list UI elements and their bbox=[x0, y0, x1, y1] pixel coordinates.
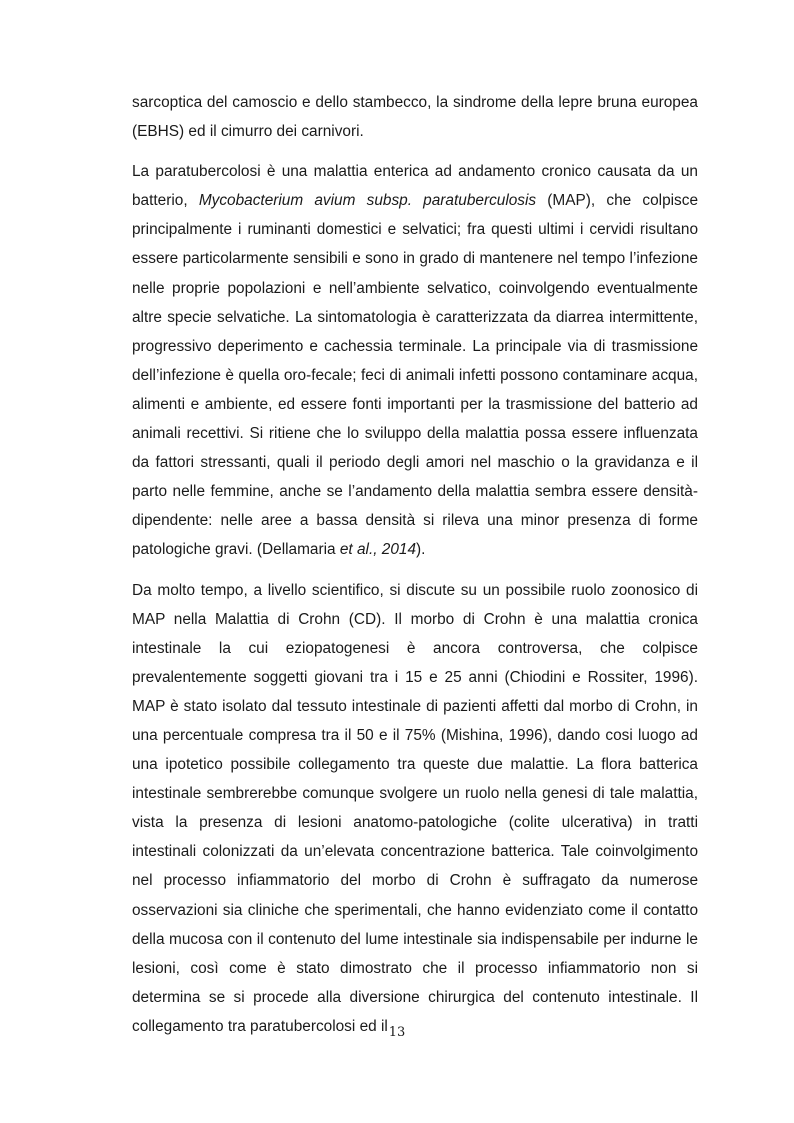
paragraph-3 bbox=[132, 576, 698, 1042]
page-number: 13 bbox=[388, 1025, 406, 1040]
paragraph-1 bbox=[132, 88, 698, 146]
text-run: ). bbox=[416, 541, 426, 559]
text-run: Da molto tempo, a livello scientifico, si discute su un possibile ruolo zoonosico di MAP nella Malattia di Crohn (CD). Il morbo di Crohn è una malattia cronica intestinale la cui eziopatogenesi è ancora controversa, che colpisce prevalentemente soggetti giovani tra i 15 e 25 anni (Chiodini e Rossiter, 1996). MAP è stato isolato dal tessuto intestinale di pazienti affetti dal morbo di Crohn, in una percentuale compresa tra il 50 e il 75% (Mishina, 1996), dando cosi luogo ad una ipotetico possibile collegamento tra queste due malattie. La flora batterica intestinale sembrerebbe comunque svolgere un ruolo nella genesi di tale malattia, vista la presenza di lesioni anatomo-patologiche (colite ulcerativa) in tratti intestinali colonizzati da un’elevata concentrazione batterica. Tale coinvolgimento nel processo infiammatorio del morbo di Crohn è suffragato da numerose osservazioni sia cliniche che sperimentali, che hanno evidenziato come il contatto della mucosa con il contenuto del lume intestinale sia indispensabile per indurne le lesioni, così come è stato dimostrato che il processo infiammatorio non si determina se si procede alla diversione chirurgica del contenuto intestinale. Il collegamento tra paratubercolosi ed il bbox=[132, 581, 698, 1035]
text-run: La paratubercolosi è una malattia enterica ad andamento cronico causata da un batterio, bbox=[132, 163, 698, 210]
text-run: (MAP), che colpisce principalmente i ruminanti domestici e selvatici; fra questi ultimi i cervidi risultano essere particolarmente sensibili e sono in grado di mantenere nel tempo l’infezione nelle proprie popolazioni e nell’ambiente selvatico, coinvolgendo eventualmente altre specie selvatiche. La sintomatologia è caratterizzata da diarrea intermittente, progressivo deperimento e cachessia terminale. La principale via di trasmissione dell’infezione è quella oro-fecale; feci di animali infetti possono contaminare acqua, alimenti e ambiente, ed essere fonti importanti per la trasmissione del batterio ad animali recettivi. Si ritiene che lo sviluppo della malattia possa essere influenzata da fattori stressanti, quali il periodo degli amori nel maschio o la gravidanza e il parto nelle femmine, anche se l’andamento della malattia sembra essere densità-dipendente: nelle aree a bassa densità si rileva una minor presenza di forme patologiche gravi. (Dellamaria bbox=[132, 192, 699, 559]
citation-etal: et al., 2014 bbox=[339, 541, 417, 559]
species-name: Mycobacterium avium subsp. paratuberculosis bbox=[198, 192, 537, 210]
document-body bbox=[132, 88, 698, 1052]
paragraph-2 bbox=[132, 157, 698, 564]
text-run: sarcoptica del camoscio e dello stambecco, la sindrome della lepre bruna europea (EBHS) ed il cimurro dei carnivori. bbox=[132, 94, 698, 141]
